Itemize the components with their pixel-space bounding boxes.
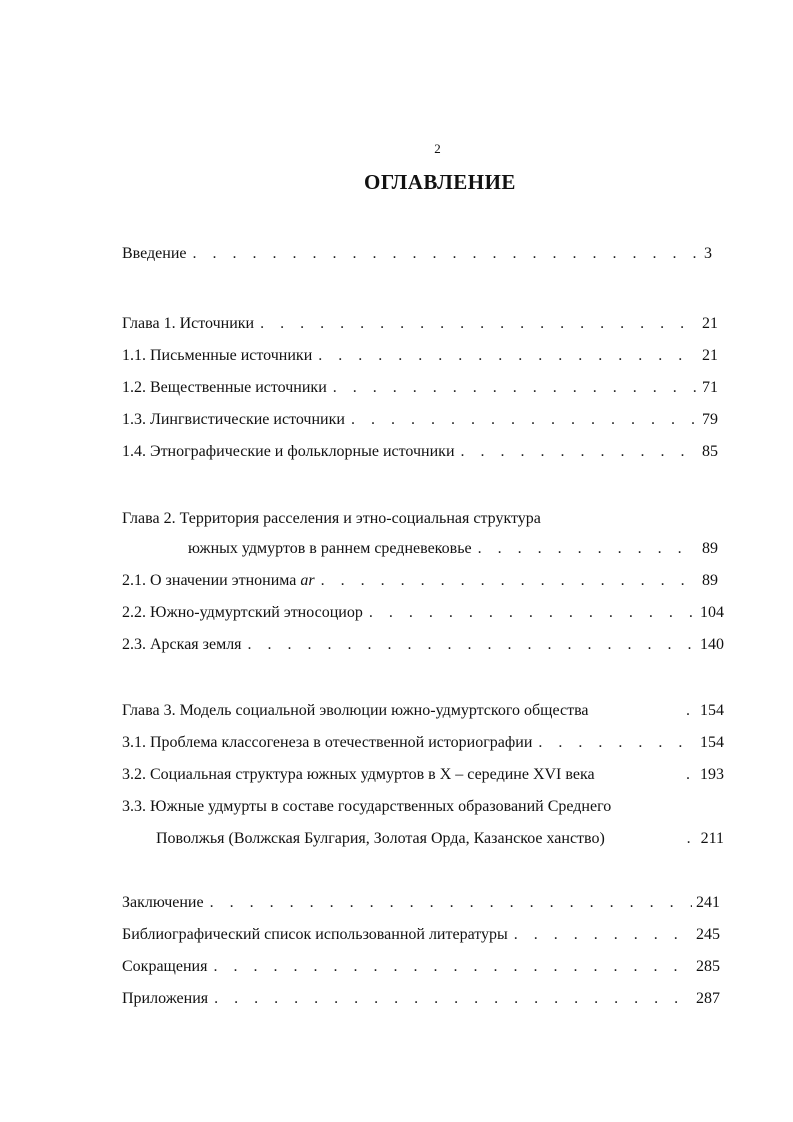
toc-entry-page: 140 [700,636,724,653]
toc-entry-page: 211 [700,830,724,847]
dot-leader [248,634,696,656]
dot-leader [193,243,701,265]
toc-entry-label: 2.2. Южно-удмуртский этносоциор [122,604,363,621]
toc-entry-3-3[interactable] [122,796,724,818]
dot-leader [214,988,692,1010]
dot-leader [478,538,698,560]
toc-entry-label: Приложения [122,990,209,1007]
toc-entry-label: Глава 1. Источники [122,315,255,332]
toc-entry-1-1[interactable] [122,345,718,367]
toc-entry-page: 285 [696,958,720,975]
toc-entry-page: 85 [702,443,718,460]
toc-entry-page: 193 [700,766,724,783]
toc-entry-page: 3 [704,245,712,262]
toc-entry-page: 154 [700,734,724,751]
toc-entry-introduction[interactable] [122,243,712,265]
toc-entry-conclusion[interactable] [122,892,720,914]
toc-entry-label [122,570,315,592]
toc-entry-label: Библиографический список использованной литературы [122,926,508,943]
toc-entry-label: 3.1. Проблема классогенеза в отечественной историографии [122,734,533,751]
dot-leader [351,409,698,431]
toc-entry-2-2[interactable] [122,602,724,624]
toc-entry-page: 241 [696,894,720,911]
toc-entry-label: 1.2. Вещественные источники [122,379,327,396]
toc-entry-page: 21 [702,315,718,332]
toc-entry-2-1[interactable] [122,570,718,592]
dot-leader [687,828,699,850]
toc-entry-appendices[interactable] [122,988,720,1010]
toc-entry-page: 89 [702,540,718,557]
toc-entry-1-4[interactable] [122,441,718,463]
toc-entry-chapter-3[interactable] [122,700,724,722]
toc-entry-label: 1.4. Этнографические и фольклорные источники [122,443,455,460]
toc-entry-label: Сокращения [122,958,208,975]
toc-entry-label-text: 2.1. О значении этнонима [122,572,297,589]
toc-entry-label: Глава 3. Модель социальной эволюции южно-удмуртского общества [122,702,589,719]
toc-entry-label: Поволжья (Волжская Булгария, Золотая Орда, Казанское ханство) [156,830,605,847]
toc-entry-chapter-2-cont[interactable] [188,538,718,560]
toc-entry-label: 2.3. Арская земля [122,636,242,653]
toc-entry-label: 1.3. Лингвистические источники [122,411,345,428]
toc-entry-label: Введение [122,245,187,262]
dot-leader [369,602,696,624]
toc-entry-label: Глава 2. Территория расселения и этно-социальная структура [122,510,541,527]
toc-entry-page: 71 [702,379,718,396]
toc-entry-page: 89 [702,572,718,589]
toc-entry-page: 154 [700,702,724,719]
dot-leader [321,570,698,592]
page-title: ОГЛАВЛЕНИЕ [364,170,516,194]
dot-leader [686,764,698,786]
page-number: 2 [434,141,441,156]
toc-entry-1-2[interactable] [122,377,718,399]
dot-leader [514,924,692,946]
toc-entry-page: 79 [702,411,718,428]
dot-leader [686,700,698,722]
toc-entry-chapter-2[interactable] [122,508,718,530]
toc-entry-label: южных удмуртов в раннем средневековье [188,540,472,557]
toc-entry-3-3-cont[interactable] [156,828,724,850]
toc-entry-2-3[interactable] [122,634,724,656]
toc-entry-bibliography[interactable] [122,924,720,946]
toc-entry-label: 3.2. Социальная структура южных удмуртов в X – середине XVI века [122,766,595,783]
toc-entry-page: 287 [696,990,720,1007]
toc-entry-label: 3.3. Южные удмурты в составе государственных образований Среднего [122,798,612,815]
toc-entry-3-2[interactable] [122,764,724,786]
toc-entry-1-3[interactable] [122,409,718,431]
dot-leader [318,345,698,367]
toc-entry-label: Заключение [122,894,204,911]
dot-leader [210,892,692,914]
dot-leader [461,441,698,463]
toc-entry-3-1[interactable] [122,732,724,754]
toc-entry-page: 21 [702,347,718,364]
dot-leader [213,956,692,978]
toc-entry-abbreviations[interactable] [122,956,720,978]
dot-leader [538,732,696,754]
toc-entry-page: 245 [696,926,720,943]
dot-leader [333,377,698,399]
toc-entry-label-italic: ar [300,572,315,589]
toc-entry-label: 1.1. Письменные источники [122,347,313,364]
dot-leader [260,313,698,335]
toc-entry-page: 104 [700,604,724,621]
toc-entry-chapter-1[interactable] [122,313,718,335]
